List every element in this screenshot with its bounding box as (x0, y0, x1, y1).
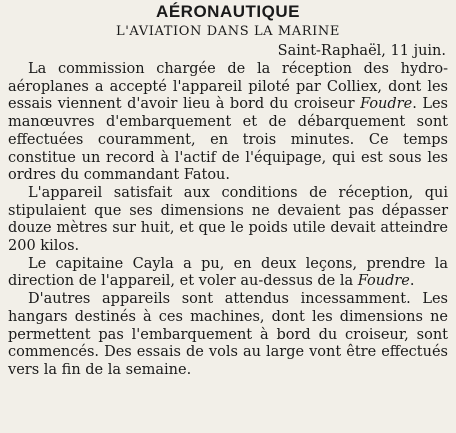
paragraph-1-text-a: La commission chargée de la réception des hydro-aéroplanes a accepté l'appareil piloté par Colliex, dont les essais viennent d'avoir lieu à bord du croiseur (8, 61, 448, 113)
dateline: Saint-Raphaël, 11 juin. (277, 43, 446, 59)
paragraph-3-text-b: . (409, 273, 415, 290)
ship-name: Foudre (357, 273, 410, 290)
section-title: AÉRONAUTIQUE (156, 2, 300, 21)
ship-name: Foudre (360, 96, 413, 113)
paragraph-3 (8, 256, 448, 291)
paragraph-1-text-b: . Les manœuvres d'embarquement et de débarquement sont effectuées couramment, en trois minutes. Ce temps constitue un record à l'actif de l'équipage, qui est sous les ordres du commandant Fatou. (8, 96, 448, 184)
paragraph-4: D'autres appareils sont attendus incessamment. Les hangars destinés à ces machines, dont les dimensions ne permettent pas l'embarquement à bord du croiseur, sont commencés. Des essais de vols au large vont être effectués vers la fin de la semaine. (8, 291, 448, 378)
article-subtitle: L'AVIATION DANS LA MARINE (116, 24, 340, 39)
paragraph-2: L'appareil satisfait aux conditions de réception, qui stipulaient que ses dimensions ne devaient pas dépasser douze mètres sur huit, et que le poids utile devait atteindre 200 kilos. (8, 184, 448, 255)
paragraph-3-text-a: Le capitaine Cayla a pu, en deux leçons, prendre la direction de l'appareil, et voler au-dessus de la (8, 255, 448, 290)
paragraph-1 (8, 61, 448, 185)
